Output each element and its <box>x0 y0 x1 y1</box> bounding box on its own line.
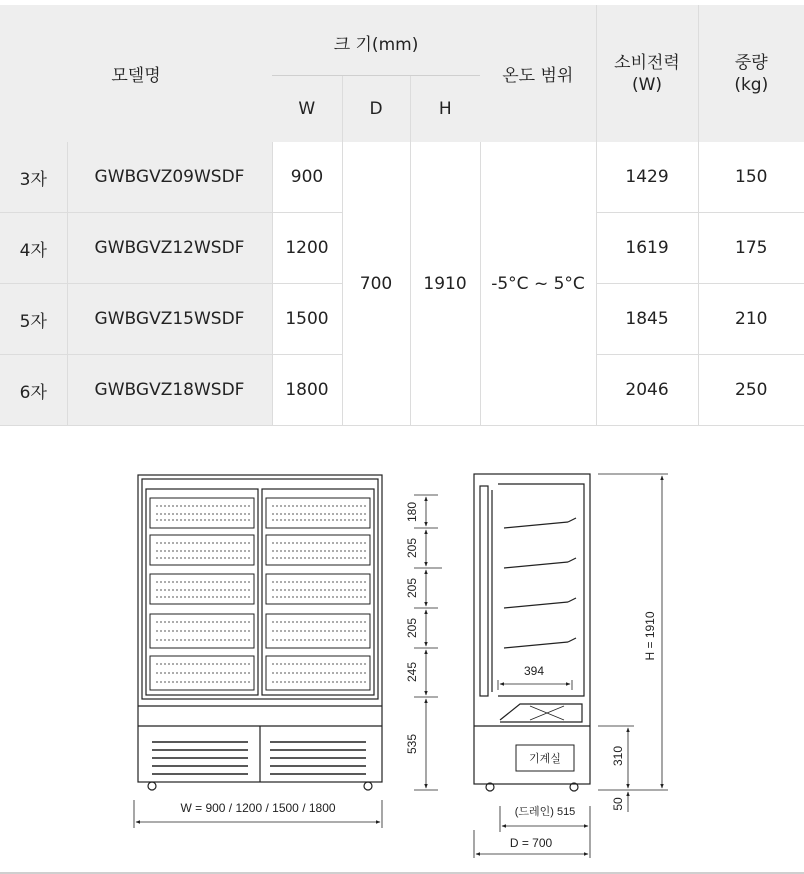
base-310-label: 310 <box>611 745 625 767</box>
header-power <box>596 5 698 142</box>
technical-drawing <box>0 460 804 870</box>
header-weight-line2: (kg) <box>734 74 769 95</box>
header-model: 모델명 <box>0 5 272 142</box>
height-label: H = 1910 <box>643 611 657 661</box>
row-type: 4자 <box>0 213 67 284</box>
row-weight: 250 <box>698 355 804 426</box>
row-power: 1845 <box>596 284 698 355</box>
header-power-line2: (W) <box>631 74 663 95</box>
width-label: W = 900 / 1200 / 1500 / 1800 <box>180 801 336 815</box>
dim-245: 245 <box>405 661 419 683</box>
row-power: 1429 <box>596 142 698 213</box>
header-d: D <box>342 75 410 142</box>
header-w: W <box>272 75 342 142</box>
row-power: 1619 <box>596 213 698 284</box>
row-type: 3자 <box>0 142 67 213</box>
shared-temp: -5°C ~ 5°C <box>480 142 596 426</box>
depth-label: D = 700 <box>509 836 553 850</box>
row-type: 6자 <box>0 355 67 426</box>
row-weight: 175 <box>698 213 804 284</box>
dim-180: 180 <box>405 501 419 523</box>
table-row <box>0 142 804 213</box>
base-50-label: 50 <box>611 797 625 811</box>
row-width: 1200 <box>272 213 342 284</box>
dim-205-a: 205 <box>405 537 419 559</box>
row-model: GWBGVZ09WSDF <box>67 142 272 213</box>
row-model: GWBGVZ15WSDF <box>67 284 272 355</box>
side-view <box>474 474 668 858</box>
row-power: 2046 <box>596 355 698 426</box>
row-width: 1500 <box>272 284 342 355</box>
dim-205-b: 205 <box>405 577 419 599</box>
row-width: 900 <box>272 142 342 213</box>
header-power-line1: 소비전력 <box>614 52 680 73</box>
header-temp: 온도 범위 <box>480 5 596 142</box>
dim-205-c: 205 <box>405 617 419 639</box>
spec-table <box>0 5 804 426</box>
header-size: 크 기(mm) <box>272 5 480 75</box>
row-type: 5자 <box>0 284 67 355</box>
row-model: GWBGVZ12WSDF <box>67 213 272 284</box>
shared-depth: 700 <box>342 142 410 426</box>
header-weight-line1: 중량 <box>734 52 768 73</box>
shared-height: 1910 <box>410 142 480 426</box>
header-weight <box>698 5 804 142</box>
header-h: H <box>410 75 480 142</box>
front-view <box>134 475 382 828</box>
row-weight: 210 <box>698 284 804 355</box>
drain-label: (드레인) 515 <box>514 806 576 818</box>
row-model: GWBGVZ18WSDF <box>67 355 272 426</box>
row-weight: 150 <box>698 142 804 213</box>
dim-535: 535 <box>405 733 419 755</box>
shelf-depth-label: 394 <box>523 664 545 678</box>
row-width: 1800 <box>272 355 342 426</box>
machine-room-label: 기계실 <box>529 753 561 765</box>
